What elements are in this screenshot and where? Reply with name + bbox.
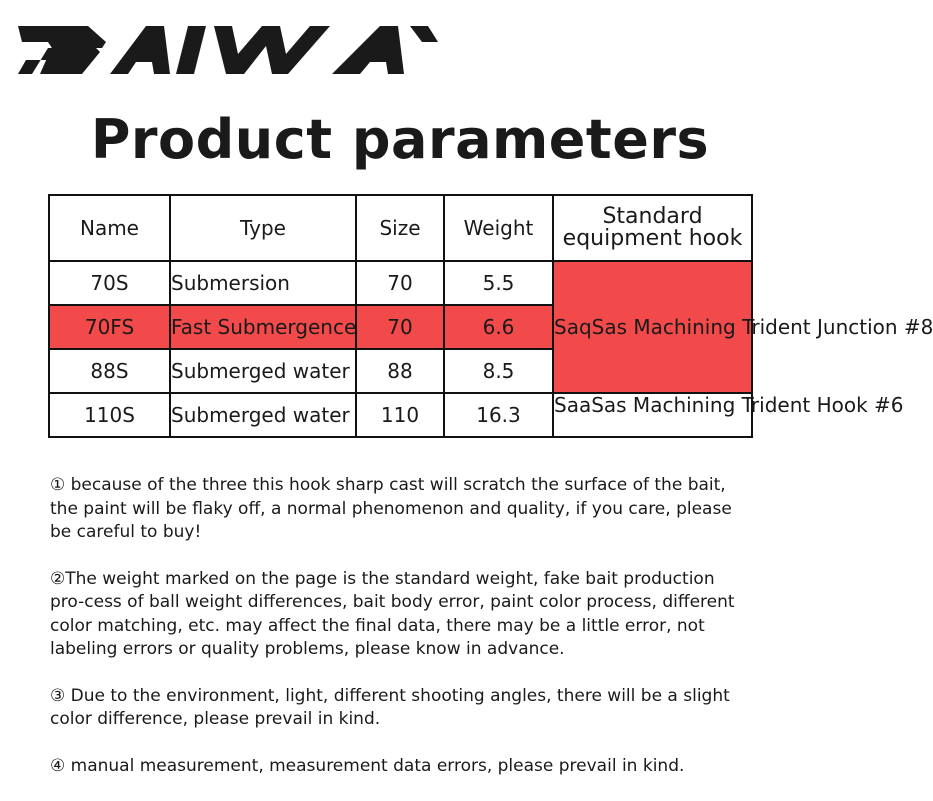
header-size: Size [356, 195, 444, 261]
cell-name: 70FS [49, 305, 170, 349]
cell-weight: 6.6 [444, 305, 553, 349]
cell-size: 88 [356, 349, 444, 393]
cell-name: 88S [49, 349, 170, 393]
note-4: ④ manual measurement, measurement data errors, please prevail in kind. [50, 755, 685, 776]
note-2: ②The weight marked on the page is the standard weight, fake bait production pro-cess of ball weight differences, bait body error, paint color process, different color matching, etc. may affect the final data, there may be a little error, not labeling errors or quality problems, please know in advance. [50, 568, 735, 659]
notes [50, 474, 750, 801]
cell-name: 70S [49, 261, 170, 305]
header-hook: Standard equipment hook [553, 195, 752, 261]
cell-type: Submersion [170, 261, 356, 305]
cell-weight: 8.5 [444, 349, 553, 393]
cell-weight: 5.5 [444, 261, 553, 305]
cell-type: Fast Submergence [170, 305, 356, 349]
cell-name: 110S [49, 393, 170, 437]
cell-weight: 16.3 [444, 393, 553, 437]
cell-type: Submerged water [170, 349, 356, 393]
cell-size: 70 [356, 305, 444, 349]
note-1: ① because of the three this hook sharp cast will scratch the surface of the bait, the paint will be flaky off, a normal phenomenon and quality, if you care, please be careful to buy! [50, 475, 732, 542]
parameters-table [48, 194, 933, 438]
cell-type: Submerged water [170, 393, 356, 437]
cell-hook: SaqSas Machining Trident Junction #8 [553, 261, 752, 393]
cell-size: 110 [356, 393, 444, 437]
table-header-row [49, 195, 752, 261]
table-row [49, 393, 752, 437]
header-weight: Weight [444, 195, 553, 261]
cell-hook: SaaSas Machining Trident Hook #6 [553, 393, 752, 437]
header-type: Type [170, 195, 356, 261]
page-title: Product parameters [90, 108, 710, 171]
header-name: Name [49, 195, 170, 261]
note-3: ③ Due to the environment, light, different shooting angles, there will be a slight color difference, please prevail in kind. [50, 685, 730, 729]
table-row [49, 261, 752, 305]
daiwa-logo [18, 22, 438, 78]
cell-size: 70 [356, 261, 444, 305]
